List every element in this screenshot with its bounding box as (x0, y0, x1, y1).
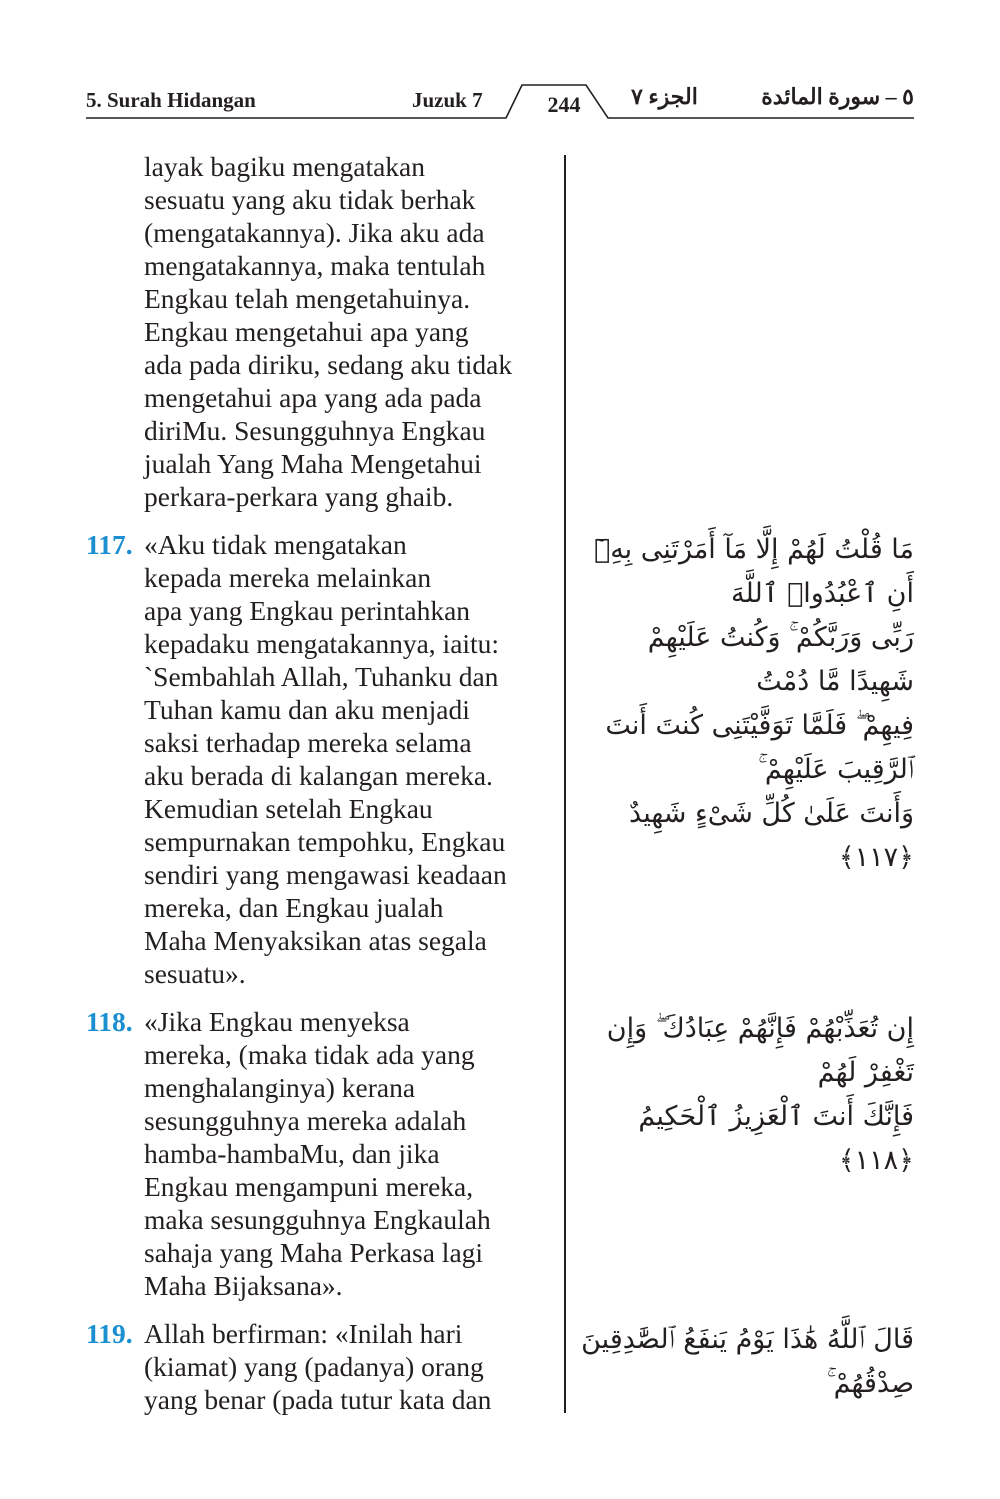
surah-title-arabic: ٥ – سورة المائدة (761, 84, 914, 109)
verse-number: 118. (86, 1006, 133, 1037)
arabic-verse-117: مَا قُلْتُ لَهُمْ إِلَّا مَآ أَمَرْتَنِى بِهِۦٓ أَنِ ٱعْبُدُوا۟ ٱللَّهَ رَبِّى وَرَبَّكُمْ ۚ وَكُنتُ عَلَيْهِمْ شَهِيدًا مَّا دُمْتُ فِيهِمْ ۖ فَلَمَّا تَوَفَّيْتَنِى كُنتَ أَنتَ ٱلرَّقِيبَ عَلَيْهِمْ ۚ وَأَنتَ عَلَىٰ كُلِّ شَىْءٍ شَهِيدٌ ﴿١١٧﴾ (594, 534, 914, 873)
verse-number: 117. (86, 529, 133, 560)
verse-117 (86, 528, 554, 990)
verse-number-spacer (86, 150, 144, 513)
continuation-text: layak bagiku mengatakan sesuatu yang aku tidak berhak (mengatakannya). Jika aku ada mengatakannya, maka tentulah Engkau telah mengetahuinya. Engkau mengetahui apa yang ada pada diriku, sedang aku tidak mengetahui apa yang ada pada diriMu. Sesungguhnya Engkau jualah Yang Maha Mengetahui perkara-perkara yang ghaib. (144, 151, 513, 512)
column-divider (564, 155, 566, 1413)
continuation-paragraph (86, 150, 554, 513)
verse-119 (86, 1317, 554, 1416)
surah-title-latin: 5. Surah Hidangan (86, 88, 256, 112)
verse-118 (86, 1005, 554, 1302)
arabic-verse-118: إِن تُعَذِّبْهُمْ فَإِنَّهُمْ عِبَادُكَ ۖ وَإِن تَغْفِرْ لَهُمْ فَإِنَّكَ أَنتَ ٱلْعَزِيزُ ٱلْحَكِيمُ ﴿١١٨﴾ (606, 1013, 914, 1176)
page-number: 244 (547, 92, 581, 117)
verse-translation: «Aku tidak mengatakan kepada mereka melainkan apa yang Engkau perintahkan kepadaku mengatakannya, iaitu: `Sembahlah Allah, Tuhanku dan Tuhan kamu dan aku menjadi saksi terhadap mereka selama aku berada di kalangan mereka. Kemudian setelah Engkau sempurnakan tempohku, Engkau sendiri yang mengawasi keadaan mereka, dan Engkau jualah Maha Menyaksikan atas segala sesuatu». (144, 529, 507, 989)
juzuk-label: Juzuk 7 (412, 88, 483, 112)
juz-label-arabic: الجزء ٧ (631, 84, 698, 109)
verse-translation: «Jika Engkau menyeksa mereka, (maka tidak ada yang menghalanginya) kerana sesungguhnya mereka adalah hamba-hambaMu, dan jika Engkau mengampuni mereka, maka sesungguhnya Engkaulah sahaja yang Maha Perkasa lagi Maha Bijaksana». (144, 1006, 491, 1301)
arabic-verse-119: قَالَ ٱللَّهُ هَٰذَا يَوْمُ يَنفَعُ ٱلصَّٰدِقِينَ صِدْقُهُمْ ۚ (581, 1324, 914, 1399)
translation-column (86, 150, 554, 1431)
verse-number: 119. (86, 1318, 133, 1349)
page-header (86, 80, 914, 120)
verse-translation: Allah berfirman: «Inilah hari (kiamat) yang (padanya) orang yang benar (pada tutur kata dan (144, 1318, 492, 1415)
